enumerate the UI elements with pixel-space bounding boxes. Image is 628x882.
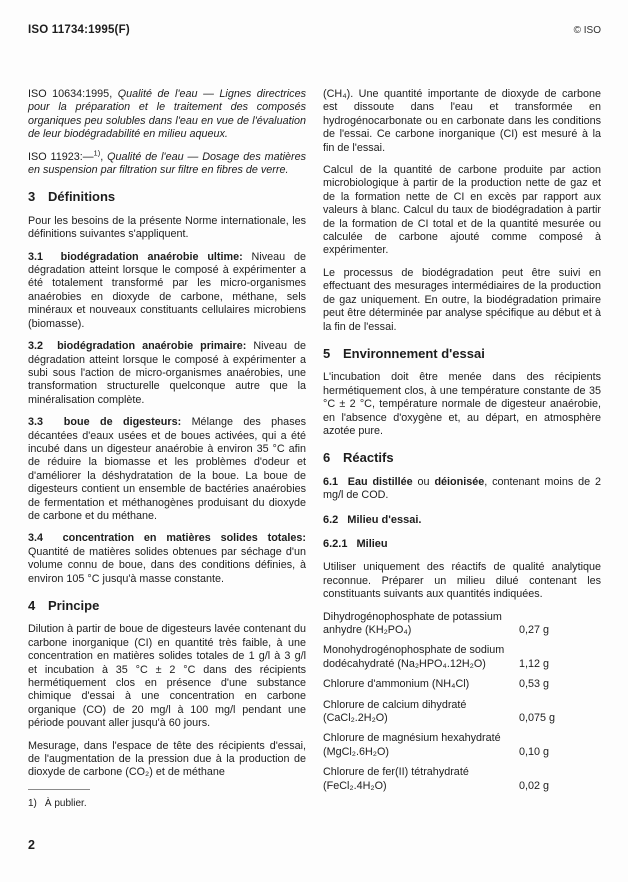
clause-6-2-1-heading (323, 538, 601, 551)
clause-text: ou (412, 475, 435, 488)
clause-term: déionisée (434, 475, 485, 488)
reagent-quantity: 0,53 g (519, 678, 550, 691)
milieu-paragraph: Utiliser uniquement des réactifs de qualité analytique reconnue. Préparer un milieu dilué contenant les constituants suivants aux quantités indiquées. (323, 561, 601, 601)
two-column-body (28, 88, 601, 800)
reagent-list (323, 611, 601, 793)
definition-text: Niveau de dégradation atteint lorsque le composé à expérimenter a subi sous l'action de micro-organismes anaérobies, une transformation structurelle quelconque autre que la minéralisation complète. (28, 340, 306, 406)
definitions-intro: Pour les besoins de la présente Norme internationale, les définitions suivantes s'appliquent. (28, 214, 306, 241)
definition-term: 3.3 boue de digesteurs: (28, 416, 182, 429)
heading-title: Milieu d'essai. (347, 513, 422, 526)
footnote-marker: 1) (93, 148, 101, 158)
reagent-row (323, 732, 601, 759)
heading-title: Milieu (356, 537, 388, 550)
heading-title: Environnement d'essai (343, 345, 485, 361)
section-6-heading (323, 451, 601, 464)
page-number: 2 (28, 838, 35, 852)
reagent-quantity: 0,27 g (519, 624, 550, 636)
footnote-text: À publier. (44, 798, 87, 809)
reagent-quantity: 0,10 g (519, 745, 550, 758)
reagent-row (323, 699, 601, 726)
reagent-row (323, 611, 601, 638)
clause-term: 6.1 Eau distillée (323, 475, 413, 488)
heading-number: 4 (28, 598, 36, 613)
reference-prefix: ISO 11923:— (28, 150, 94, 163)
reagent-quantity: 0,02 g (519, 779, 550, 792)
reagent-name: Chlorure de fer(II) tétrahydraté (FeCl₂.4H₂O) (323, 766, 469, 792)
definition-text: Mélange des phases décantées d'eaux usées et de boues activées, qui a été incubé dans un digesteur anaérobie à environ 35 °C afin de réduire la biomasse et les problèmes d'odeur et d'améliorer la déshydratation de la boue. La boue de digesteurs contient un ensemble de bactéries anaérobies de fermentation et méthanogènes produisant du dioxyde de carbone et du méthane. (28, 416, 306, 522)
heading-title: Réactifs (343, 450, 394, 466)
section-5-heading (323, 347, 601, 360)
doc-number: ISO 11734:1995(F) (28, 24, 130, 36)
clause-6-1 (323, 476, 601, 503)
definition-term: 3.1 biodégradation anaérobie ultime: (28, 250, 243, 263)
body-paragraph: Le processus de biodégradation peut être suivi en effectuant des mesurages intermédiaires de la production de gaz uniquement. En outre, la biodégradation primaire peut être déterminée par analyse spécifique au début et à la fin de l'essai. (323, 266, 601, 333)
reagent-name: Dihydrogénophosphate de potassium anhydre (KH₂PO₄) (323, 610, 502, 636)
heading-number: 6 (323, 450, 331, 466)
body-paragraph: (CH₄). Une quantité importante de dioxyde de carbone est dissoute dans l'eau et transformée en hydrogénocarbonate ou en carbonate dans les conditions de l'essai. Ce carbone inorganique (CI) est mesuré à la fin de l'essai. (323, 88, 601, 154)
clause-text: , contenant moins de 2 mg/l de COD. (323, 475, 602, 502)
reference-prefix: ISO 10634:1995, (28, 88, 118, 100)
reagent-name: Chlorure d'ammonium (NH₄Cl) (323, 678, 470, 691)
definition-text: Quantité de matières solides obtenues par séchage d'un volume connu de boue, dans des conditions définies, à environ 105 °C jusqu'à masse constante. (28, 545, 306, 585)
reference-separator: , (100, 150, 108, 163)
footnote (28, 789, 308, 809)
definition-3-1 (28, 251, 306, 331)
principe-paragraph-1: Dilution à partir de boue de digesteurs lavée contenant du carbone inorganique (CI) en quantité très faible, à une concentration en matières solides totales de 1 g/l à 3 g/l et incubation à 35 °C ± 2 °C dans des récipients hermétiquement clos en présence d'une substance chimique d'essai à une concentration en carbone organique (CO) de 20 mg/l à 100 mg/l pendant une période pouvant aller jusqu'à 60 jours. (28, 623, 306, 730)
definition-3-4 (28, 532, 306, 586)
definition-3-3 (28, 416, 306, 523)
heading-number: 6.2.1 (323, 537, 348, 550)
heading-number: 3 (28, 189, 36, 205)
definition-3-2 (28, 340, 306, 407)
reference-title: Qualité de l'eau — Dosage des matières en suspension par filtration sur filtre en fibres de verre. (28, 150, 307, 177)
body-paragraph: Calcul de la quantité de carbone produite par action microbiologique à partir de la production nette de gaz et de la formation nette de CI en excès par rapport aux valeurs à blanc. Calcul du taux de biodégradation à partir de la formation de CI total et de la quantité mesurée ou calculée de carbone ajouté comme composé à expérimenter. (323, 164, 601, 257)
footnote-label: 1) (28, 798, 37, 809)
section-3-heading (28, 190, 306, 203)
reagent-quantity: 0,075 g (519, 712, 556, 725)
reagent-row (323, 678, 601, 691)
footnote-rule (28, 789, 90, 790)
heading-title: Définitions (48, 189, 116, 205)
definition-term: 3.2 biodégradation anaérobie primaire: (28, 340, 247, 353)
reagent-name: Chlorure de magnésium hexahydraté (MgCl₂.6H₂O) (323, 732, 501, 758)
reagent-row (323, 644, 601, 671)
reagent-quantity: 1,12 g (519, 657, 550, 670)
reagent-row (323, 766, 601, 793)
copyright-notice: © ISO (573, 25, 601, 36)
section-4-heading (28, 599, 306, 612)
left-column (28, 88, 306, 800)
environnement-paragraph: L'incubation doit être menée dans des récipients hermétiquement clos, à une température constante de 35 °C ± 2 °C, température normale de digesteur anaérobie, en l'absence d'oxygène et, au départ, en atmosphère azotée pure. (323, 371, 601, 437)
definition-text: Niveau de dégradation atteint lorsque le composé à expérimenter a été totalement transformé par les micro-organismes anaérobies en dioxyde de carbone, méthane, sels minéraux et nouveaux constituants cellulaires microbiens (biomasse). (28, 250, 306, 330)
heading-title: Principe (48, 598, 100, 613)
definition-term: 3.4 concentration en matières solides totales: (28, 532, 306, 545)
reagent-name: Monohydrogénophosphate de sodium dodécahydraté (Na₂HPO₄.12H₂O) (323, 644, 505, 670)
right-column (323, 88, 601, 800)
reference-iso-10634 (28, 88, 306, 142)
reference-title: Qualité de l'eau — Lignes directrices pour la préparation et le traitement des composés organiques peu solubles dans l'eau en vue de l'évaluation de leur biodégradabilité en milieu aqueux. (28, 88, 306, 141)
page-header (28, 24, 601, 36)
reference-iso-11923 (28, 148, 307, 178)
heading-number: 5 (323, 345, 331, 361)
reagent-name: Chlorure de calcium dihydraté (CaCl₂.2H₂O) (323, 698, 467, 725)
principe-paragraph-2: Mesurage, dans l'espace de tête des récipients d'essai, de l'augmentation de la pression due à la production de dioxyde de carbone (CO₂) et de méthane (28, 739, 306, 779)
heading-number: 6.2 (323, 513, 339, 526)
clause-6-2-heading (323, 514, 601, 527)
